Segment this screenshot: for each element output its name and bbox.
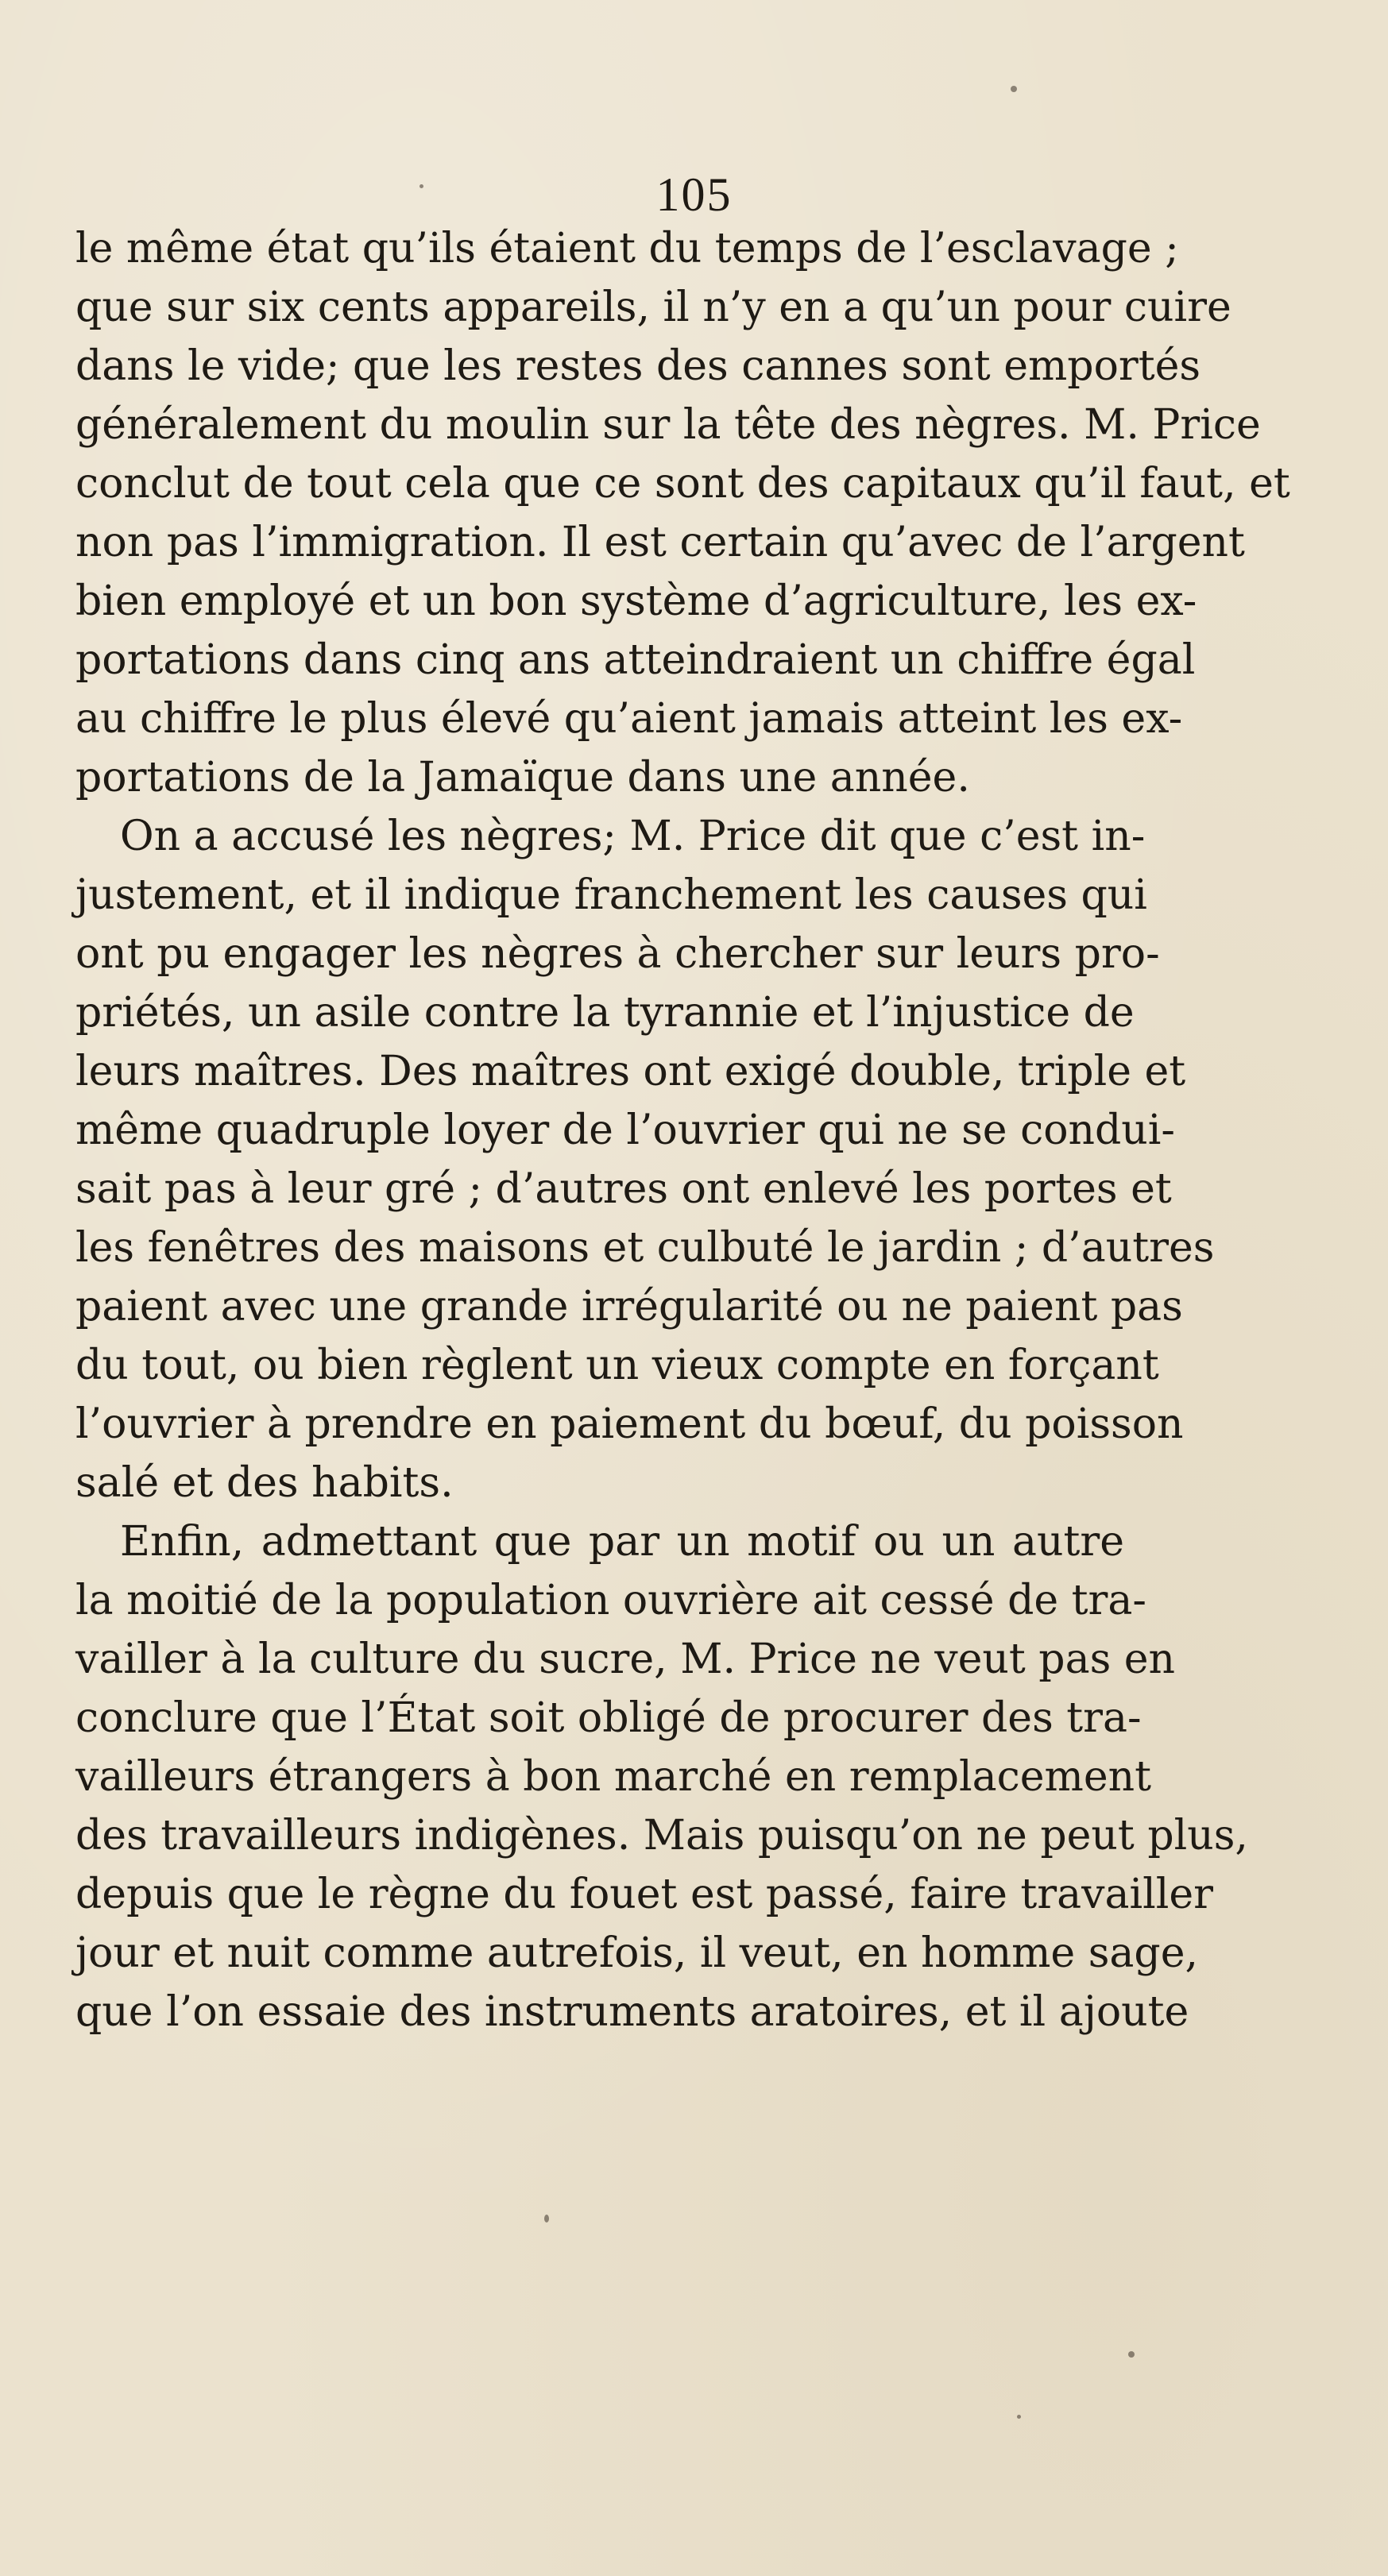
text-line: paient avec une grande irrégularité ou ne paient pas [75, 1283, 1183, 1330]
text-line: que sur six cents appareils, il n’y en a qu’un pour cuire [75, 284, 1231, 331]
text-line: le même état qu’ils étaient du temps de l’esclavage ; [75, 225, 1179, 272]
text-line: On a accusé les nègres; M. Price dit que c’est in- [120, 813, 1146, 860]
text-line: l’ouvrier à prendre en paiement du bœuf, du poisson [75, 1400, 1184, 1448]
text-line: leurs maîtres. Des maîtres ont exigé double, triple et [75, 1048, 1186, 1095]
text-line: même quadruple loyer de l’ouvrier qui ne se condui- [75, 1106, 1175, 1154]
text-line: des travailleurs indigènes. Mais puisqu’on ne peut plus, [75, 1812, 1248, 1860]
text-line: priétés, un asile contre la tyrannie et l’injustice de [75, 989, 1135, 1037]
paper-speck [544, 2215, 549, 2223]
text-line: salé et des habits. [75, 1459, 454, 1507]
text-line: ont pu engager les nègres à chercher sur leurs pro- [75, 930, 1160, 978]
text-line: jour et nuit comme autrefois, il veut, en homme sage, [75, 1929, 1199, 1977]
text-line: vailler à la culture du sucre, M. Price ne veut pas en [75, 1636, 1176, 1683]
text-line: justement, et il indique franchement les causes qui [75, 871, 1147, 919]
text-line: au chiffre le plus élevé qu’aient jamais atteint les ex- [75, 695, 1183, 743]
text-line: sait pas à leur gré ; d’autres ont enlevé les portes et [75, 1165, 1172, 1213]
text-line: dans le vide; que les restes des cannes sont emportés [75, 342, 1201, 390]
paragraph-1 [75, 219, 1290, 807]
text-line: les fenêtres des maisons et culbuté le jardin ; d’autres [75, 1224, 1215, 1272]
text-line: non pas l’immigration. Il est certain qu’avec de l’argent [75, 519, 1245, 566]
text-line: du tout, ou bien règlent un vieux compte en forçant [75, 1342, 1159, 1389]
paper-speck [419, 184, 423, 188]
text-line: bien employé et un bon système d’agriculture, les ex- [75, 577, 1197, 625]
paragraph-3 [75, 1512, 1248, 2041]
text-line: conclut de tout cela que ce sont des capitaux qu’il faut, et [75, 460, 1290, 508]
text-line: depuis que le règne du fouet est passé, faire travailler [75, 1871, 1214, 1918]
text-line: portations dans cinq ans atteindraient un chiffre égal [75, 636, 1196, 684]
text-line: vailleurs étrangers à bon marché en remplacement [75, 1753, 1152, 1801]
paper-speck [1017, 2415, 1021, 2419]
paper-speck [1128, 2351, 1135, 2358]
body-text [75, 219, 1290, 2041]
page-number: 105 [655, 168, 733, 221]
text-line: conclure que l’État soit obligé de procurer des tra- [75, 1694, 1142, 1742]
text-line: généralement du moulin sur la tête des nègres. M. Price [75, 401, 1261, 449]
paper-speck [1011, 86, 1017, 92]
paragraph-2 [75, 807, 1215, 1512]
text-line: portations de la Jamaïque dans une année. [75, 754, 970, 801]
text-line: que l’on essaie des instruments aratoires, et il ajoute [75, 1988, 1189, 2036]
text-line: la moitié de la population ouvrière ait cessé de tra- [75, 1577, 1146, 1624]
text-line: Enfin, admettant que par un motif ou un autre [120, 1518, 1124, 1566]
